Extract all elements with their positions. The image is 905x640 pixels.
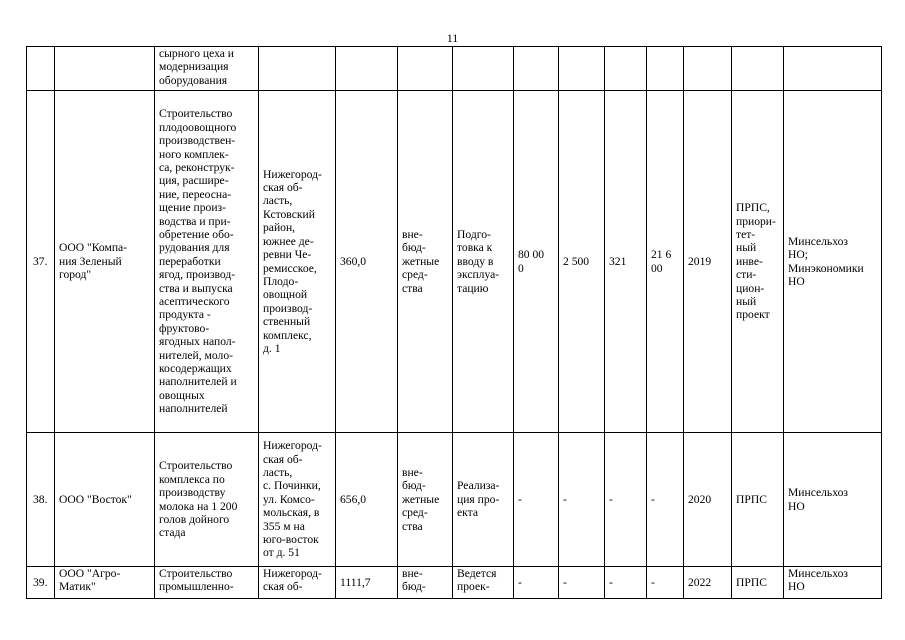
value-cell-3 bbox=[605, 47, 647, 91]
table-row bbox=[27, 433, 882, 567]
location-cell bbox=[259, 47, 336, 91]
responsible-cell bbox=[784, 47, 882, 91]
value-cell-3: 321 bbox=[605, 91, 647, 433]
organization-cell: ООО "Компа- ния Зеленый город" bbox=[55, 91, 155, 433]
value-cell-1: 80 00 0 bbox=[514, 91, 559, 433]
capacity-cell bbox=[336, 47, 398, 91]
status-cell bbox=[453, 47, 514, 91]
organization-cell bbox=[55, 47, 155, 91]
project-cell: Строительство плодоовощного производствен- ного комплек- са, реконструк- ция, расшире- ние, переосна- щение произ- водства и при- обретение обо- рудования для переработки ягод, производ- ства и выпуска асептического продукта - фруктово- ягодных напол- нителей, моло- косодержащих наполнителей и овощных наполнителей bbox=[155, 91, 259, 433]
year-cell: 2020 bbox=[684, 433, 732, 567]
responsible-cell: Минсельхоз НО; Минэкономики НО bbox=[784, 91, 882, 433]
location-cell: Нижегород- ская об- bbox=[259, 567, 336, 599]
projects-table bbox=[26, 46, 882, 599]
year-cell: 2022 bbox=[684, 567, 732, 599]
value-cell-3: - bbox=[605, 567, 647, 599]
responsible-cell: Минсельхоз НО bbox=[784, 567, 882, 599]
capacity-cell: 656,0 bbox=[336, 433, 398, 567]
project-cell: Строительство промышленно- bbox=[155, 567, 259, 599]
table-row bbox=[27, 91, 882, 433]
value-cell-1 bbox=[514, 47, 559, 91]
funding-source-cell: вне- бюд- bbox=[398, 567, 453, 599]
capacity-cell: 1111,7 bbox=[336, 567, 398, 599]
year-cell bbox=[684, 47, 732, 91]
funding-source-cell: вне- бюд- жетные сред- ства bbox=[398, 433, 453, 567]
funding-source-cell bbox=[398, 47, 453, 91]
program-cell: ПРПС bbox=[732, 567, 784, 599]
value-cell-3: - bbox=[605, 433, 647, 567]
value-cell-2: 2 500 bbox=[559, 91, 605, 433]
capacity-cell: 360,0 bbox=[336, 91, 398, 433]
value-cell-4: - bbox=[647, 433, 684, 567]
organization-cell: ООО "Восток" bbox=[55, 433, 155, 567]
organization-cell: ООО "Агро- Матик" bbox=[55, 567, 155, 599]
value-cell-1: - bbox=[514, 433, 559, 567]
table-row bbox=[27, 567, 882, 599]
table-row bbox=[27, 47, 882, 91]
row-number bbox=[27, 47, 55, 91]
value-cell-4 bbox=[647, 47, 684, 91]
value-cell-2: - bbox=[559, 567, 605, 599]
program-cell: ПРПС bbox=[732, 433, 784, 567]
value-cell-1: - bbox=[514, 567, 559, 599]
value-cell-2: - bbox=[559, 433, 605, 567]
funding-source-cell: вне- бюд- жетные сред- ства bbox=[398, 91, 453, 433]
row-number: 38. bbox=[27, 433, 55, 567]
row-number: 37. bbox=[27, 91, 55, 433]
page-number: 11 bbox=[446, 31, 459, 45]
value-cell-4: - bbox=[647, 567, 684, 599]
program-cell bbox=[732, 47, 784, 91]
value-cell-2 bbox=[559, 47, 605, 91]
project-cell: сырного цеха и модернизация оборудования bbox=[155, 47, 259, 91]
location-cell: Нижегород- ская об- ласть, с. Починки, ул. Комсо- мольская, в 355 м на юго-восток от д. 51 bbox=[259, 433, 336, 567]
status-cell: Реализа- ция про- екта bbox=[453, 433, 514, 567]
year-cell: 2019 bbox=[684, 91, 732, 433]
location-cell: Нижегород- ская об- ласть, Кстовский район, южнее де- ревни Че- ремисское, Плодо- овощной производ- ственный комплекс, д. 1 bbox=[259, 91, 336, 433]
responsible-cell: Минсельхоз НО bbox=[784, 433, 882, 567]
project-cell: Строительство комплекса по производству молока на 1 200 голов дойного стада bbox=[155, 433, 259, 567]
status-cell: Ведется проек- bbox=[453, 567, 514, 599]
status-cell: Подго- товка к вводу в эксплуа- тацию bbox=[453, 91, 514, 433]
program-cell: ПРПС, приори- тет- ный инве- сти- цион- ный проект bbox=[732, 91, 784, 433]
row-number: 39. bbox=[27, 567, 55, 599]
value-cell-4: 21 6 00 bbox=[647, 91, 684, 433]
